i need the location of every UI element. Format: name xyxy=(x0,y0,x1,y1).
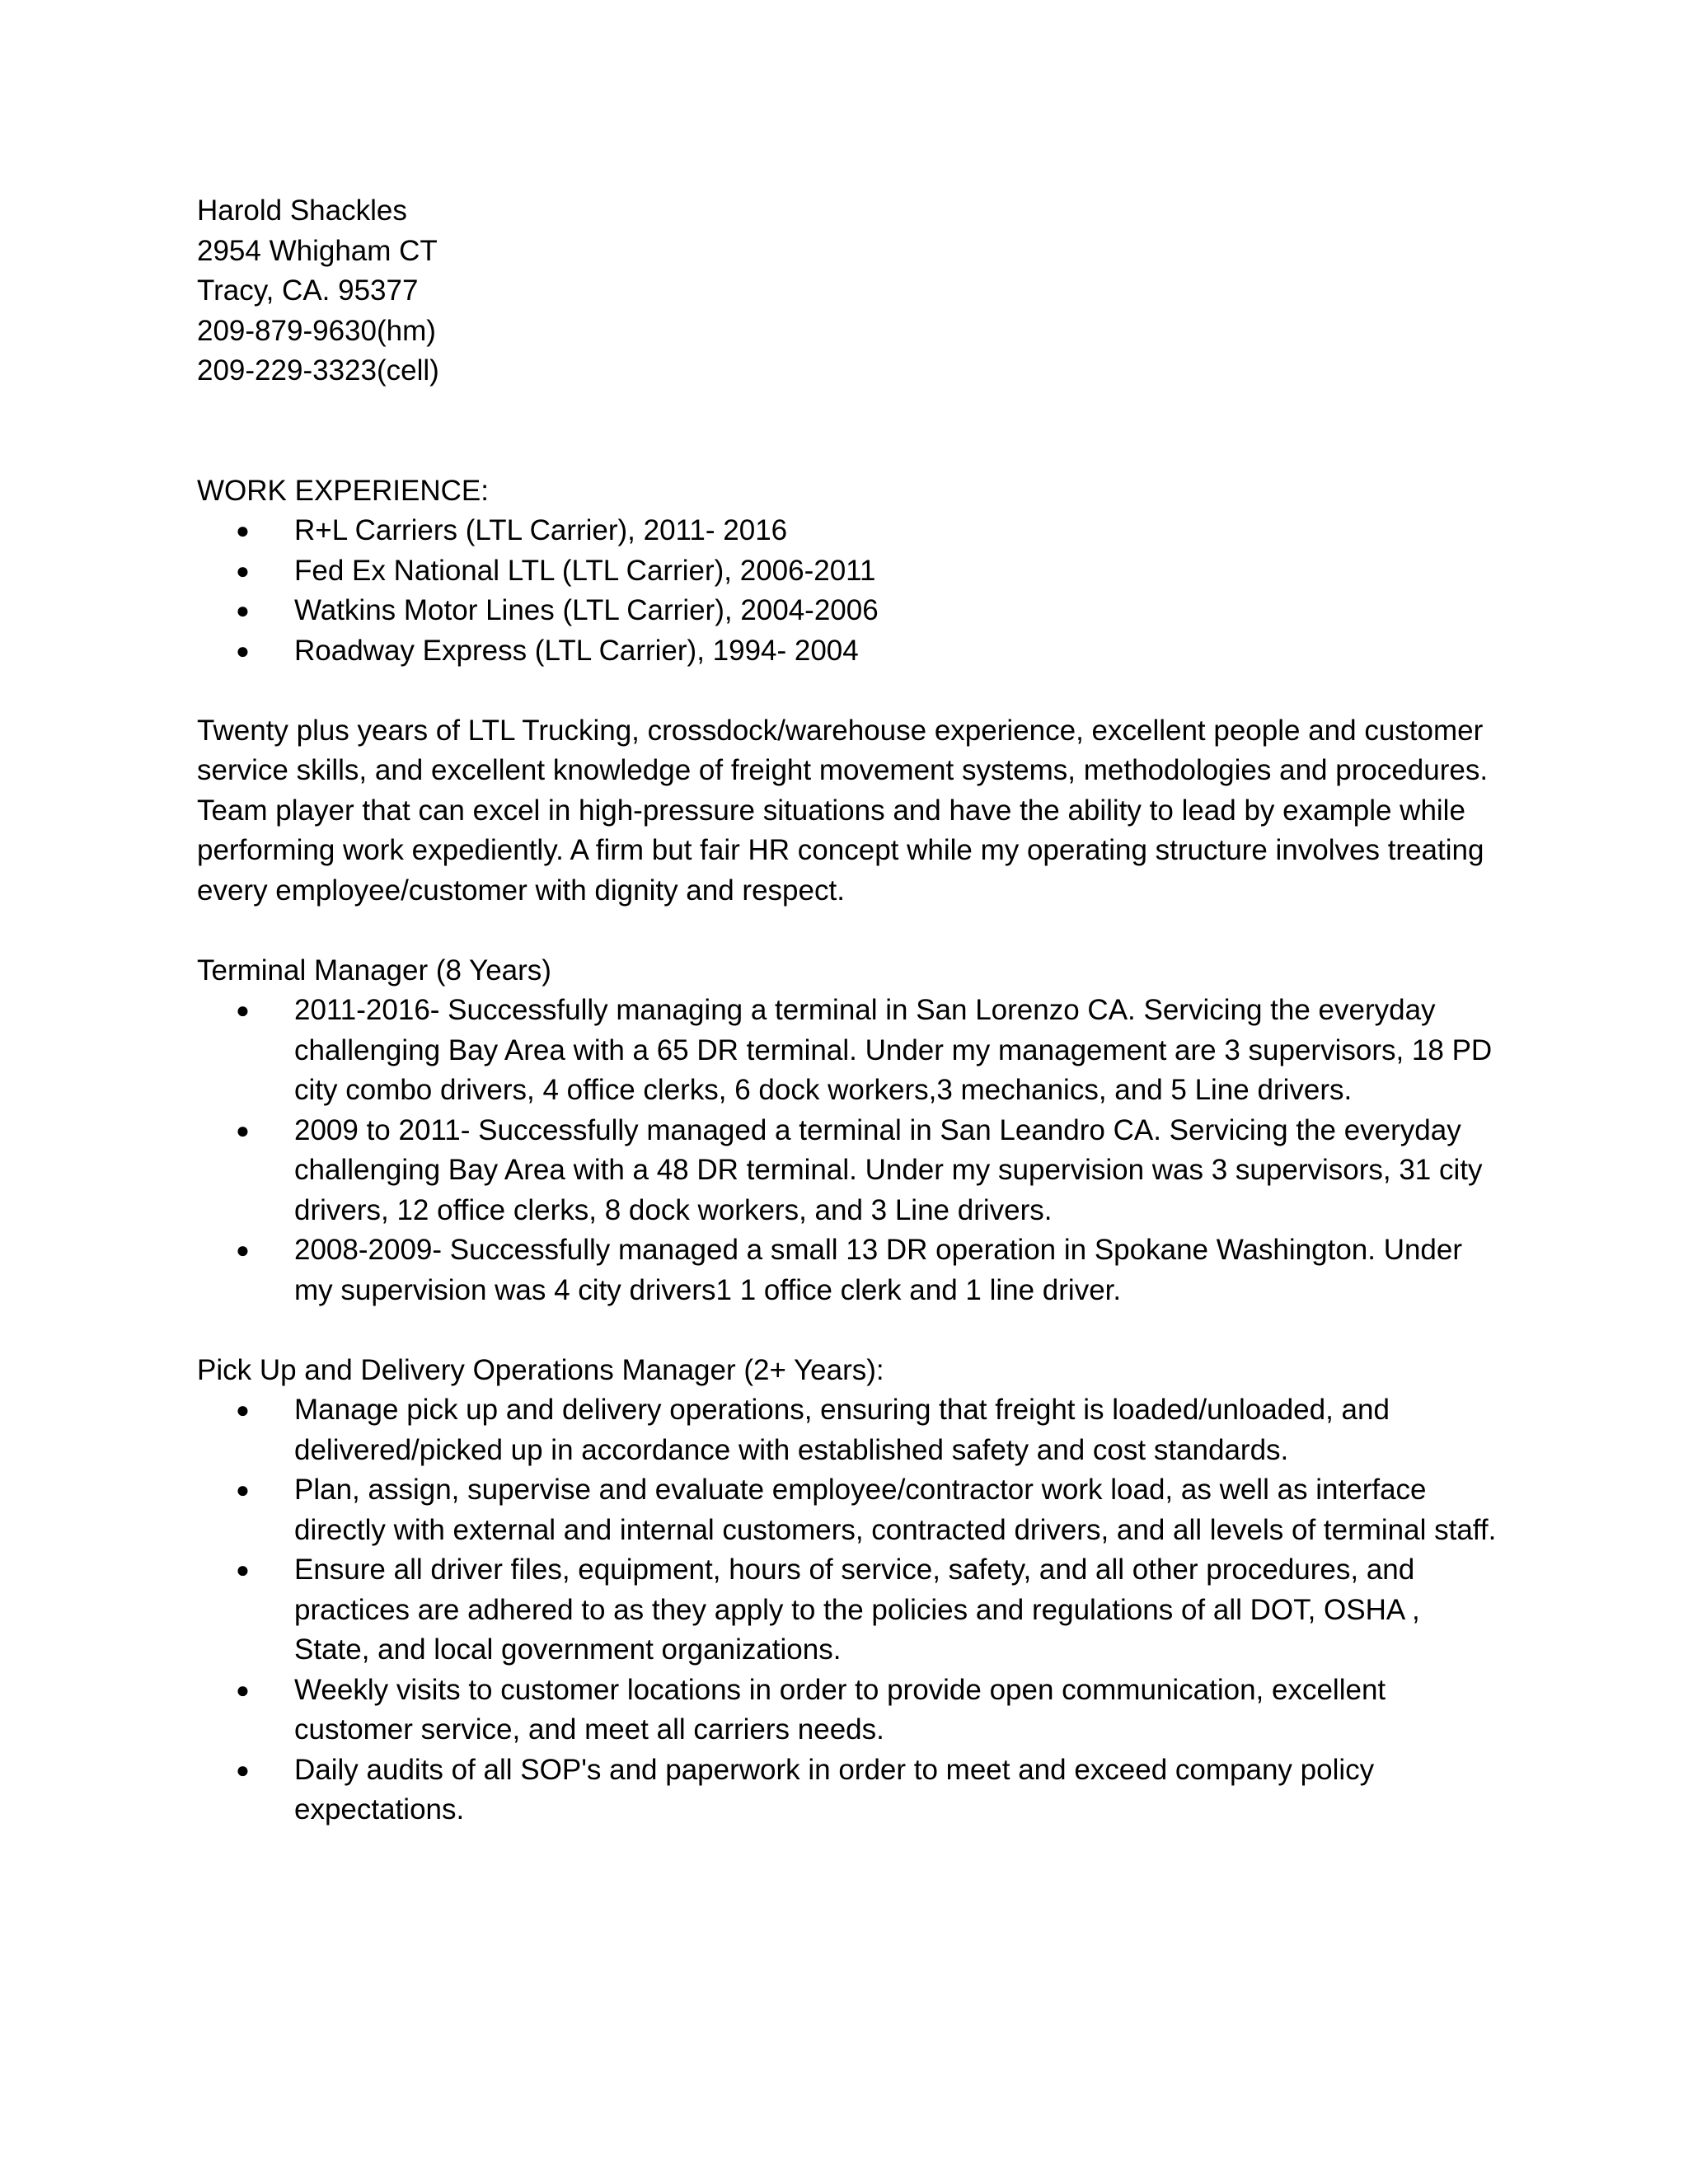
contact-phone-home: 209-879-9630(hm) xyxy=(197,314,436,347)
bullet-icon: ● xyxy=(236,637,250,663)
pd-manager-heading: Pick Up and Delivery Operations Manager (2+ Years): xyxy=(197,1353,884,1386)
terminal-manager-list xyxy=(197,991,1499,1310)
bullet-icon: ● xyxy=(236,1557,250,1582)
contact-block xyxy=(197,191,1499,391)
bullet-icon: ● xyxy=(236,1397,250,1422)
work-experience-heading: WORK EXPERIENCE: xyxy=(197,474,489,507)
terminal-manager-heading: Terminal Manager (8 Years) xyxy=(197,954,551,987)
bullet-icon: ● xyxy=(236,1117,250,1143)
list-item: ● Watkins Motor Lines (LTL Carrier), 2004-2006 xyxy=(197,591,1499,631)
pd-manager-list xyxy=(197,1390,1499,1830)
work-experience-list xyxy=(197,511,1499,671)
bullet-icon: ● xyxy=(236,997,250,1023)
bullet-icon: ● xyxy=(236,1237,250,1263)
bullet-icon: ● xyxy=(236,518,250,543)
bullet-icon: ● xyxy=(236,598,250,623)
list-item: ● Weekly visits to customer locations in order to provide open communication, excellent customer service, and meet all carriers needs. xyxy=(197,1671,1499,1750)
contact-street: 2954 Whigham CT xyxy=(197,234,438,267)
resume-page xyxy=(197,191,1499,1830)
work-experience-section xyxy=(197,471,1499,672)
terminal-manager-section xyxy=(197,951,1499,1311)
contact-phone-cell: 209-229-3323(cell) xyxy=(197,354,439,387)
list-item: ● Roadway Express (LTL Carrier), 1994- 2004 xyxy=(197,631,1499,672)
list-item: ● 2009 to 2011- Successfully managed a terminal in San Leandro CA. Servicing the everyday challenging Bay Area with a 48 DR terminal. Under my supervision was 3 supervisors, 31 city drivers, 12 office clerks, 8 dock workers, and 3 Line drivers. xyxy=(197,1111,1499,1231)
list-item: ● Ensure all driver files, equipment, hours of service, safety, and all other procedures, and practices are adhered to as they apply to the policies and regulations of all DOT, OSHA , State, and local government organizations. xyxy=(197,1550,1499,1671)
list-item: ● R+L Carriers (LTL Carrier), 2011- 2016 xyxy=(197,511,1499,551)
contact-city: Tracy, CA. 95377 xyxy=(197,274,419,307)
bullet-icon: ● xyxy=(236,1756,250,1783)
list-item: ● Fed Ex National LTL (LTL Carrier), 2006-2011 xyxy=(197,551,1499,592)
summary-paragraph: Twenty plus years of LTL Trucking, crossdock/warehouse experience, excellent people and customer service skills, and excellent knowledge of freight movement systems, methodologies and procedures. Team player that can excel in high-pressure situations and have the ability to lead by example while performing work expediently. A firm but fair HR concept while my operating structure involves treating every employee/customer with dignity and respect. xyxy=(197,714,1489,907)
list-item: ● 2008-2009- Successfully managed a small 13 DR operation in Spokane Washington. Under my supervision was 4 city drivers1 1 office clerk and 1 line driver. xyxy=(197,1230,1499,1310)
list-item: ● 2011-2016- Successfully managing a terminal in San Lorenzo CA. Servicing the everyday challenging Bay Area with a 65 DR terminal. Under my management are 3 supervisors, 18 PD city combo drivers, 4 office clerks, 6 dock workers,3 mechanics, and 5 Line drivers. xyxy=(197,991,1499,1111)
list-item: ● Manage pick up and delivery operations, ensuring that freight is loaded/unloaded, and delivered/picked up in accordance with established safety and cost standards. xyxy=(197,1390,1499,1470)
pd-manager-section xyxy=(197,1351,1499,1830)
bullet-icon: ● xyxy=(236,557,250,583)
list-item: ● Plan, assign, supervise and evaluate employee/contractor work load, as well as interface directly with external and internal customers, contracted drivers, and all levels of terminal staff. xyxy=(197,1470,1499,1550)
bullet-icon: ● xyxy=(236,1676,250,1703)
contact-name: Harold Shackles xyxy=(197,194,407,227)
list-item: ● Daily audits of all SOP's and paperwork in order to meet and exceed company policy expectations. xyxy=(197,1750,1499,1830)
bullet-icon: ● xyxy=(236,1477,250,1502)
